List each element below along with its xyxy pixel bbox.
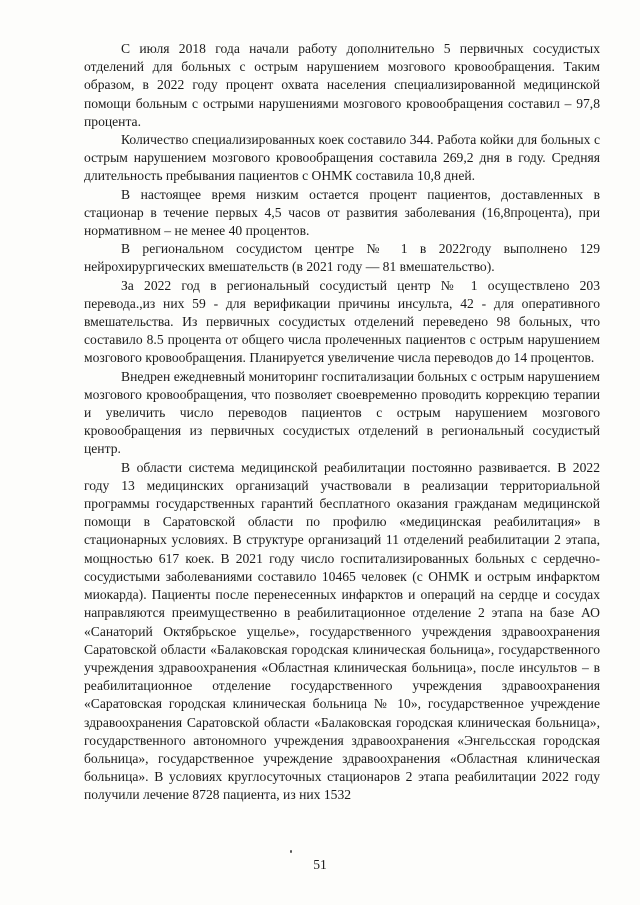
paragraph-5: За 2022 год в региональный сосудистый центр № 1 осуществлено 203 перевода.,из них 59 - для верификации причины инсульта, 42 - для оперативного вмешательства. Из первичных сосудистых отделений переведено 98 больных, что составило 8.5 процента от общего числа пролеченных пациентов с острым нарушением мозгового кровообращения. Планируется увеличение числа переводов до 14 процентов. [84,277,600,366]
scan-speck [290,850,292,853]
body-text [84,40,600,805]
paragraph-2: Количество специализированных коек составило 344. Работа койки для больных с острым нарушением мозгового кровообращения составила 269,2 дня в году. Средняя длительность пребывания пациентов с ОНМК составила 10,8 дней. [84,132,600,184]
paragraph-1: С июля 2018 года начали работу дополнительно 5 первичных сосудистых отделений для больных с острым нарушением мозгового кровообращения. Таким образом, в 2022 году процент охвата населения специализированной медицинской помощи больным с острыми нарушениями мозгового кровообращения составил – 97,8 процента. [84,41,600,129]
paragraph-7: В области система медицинской реабилитации постоянно развивается. В 2022 году 13 медицинских организаций участвовали в реализации территориальной программы государственных гарантий бесплатного оказания гражданам медицинской помощи в Саратовской области по профилю «медицинская реабилитация» в стационарных условиях. В структуре организаций 11 отделений реабилитации 2 этапа, мощностью 617 коек. В 2021 году число госпитализированных больных с сердечно- сосудистыми заболеваниями составило 10465 человек (с ОНМК и острым инфарктом миокарда). Пациенты после перенесенных инфарктов и операций на сердце и сосудах направляются преимущественно в реабилитационное отделение 2 этапа на базе АО «Санаторий Октябрьское ущелье», государственного учреждения здравоохранения Саратовской области «Балаковская городская клиническая больница», государственного учреждения здравоохранения «Областная клиническая больница», после инсультов – в реабилитационное отделение государственного учреждения здравоохранения «Саратовская городская клиническая больница № 10», государственное учреждение здравоохранения Саратовской области «Балаковская городская клиническая больница», государственного автономного учреждения здравоохранения «Энгельсская городская больница», государственное учреждение здравоохранения «Областная клиническая больница». В условиях круглосуточных стационаров 2 этапа реабилитации 2022 году получили лечение 8728 пациента, из них 1532 [84,459,600,803]
paragraph-3: В настоящее время низким остается процент пациентов, доставленных в стационар в течение первых 4,5 часов от развития заболевания (16,8процента), при нормативном – не менее 40 процентов. [84,186,600,239]
paragraph-4: В региональном сосудистом центре № 1 в 2022году выполнено 129 нейрохирургических вмешательств (в 2021 году — 81 вмешательство). [84,241,600,275]
paragraph-6: Внедрен ежедневный мониторинг госпитализации больных с острым нарушением мозгового кровообращения, что позволяет своевременно проводить коррекцию терапии и увеличить число переводов пациентов с острым нарушением мозгового кровообращения из первичных сосудистых отделений в региональный сосудистый центр. [84,368,600,457]
page-number: 51 [313,857,327,872]
